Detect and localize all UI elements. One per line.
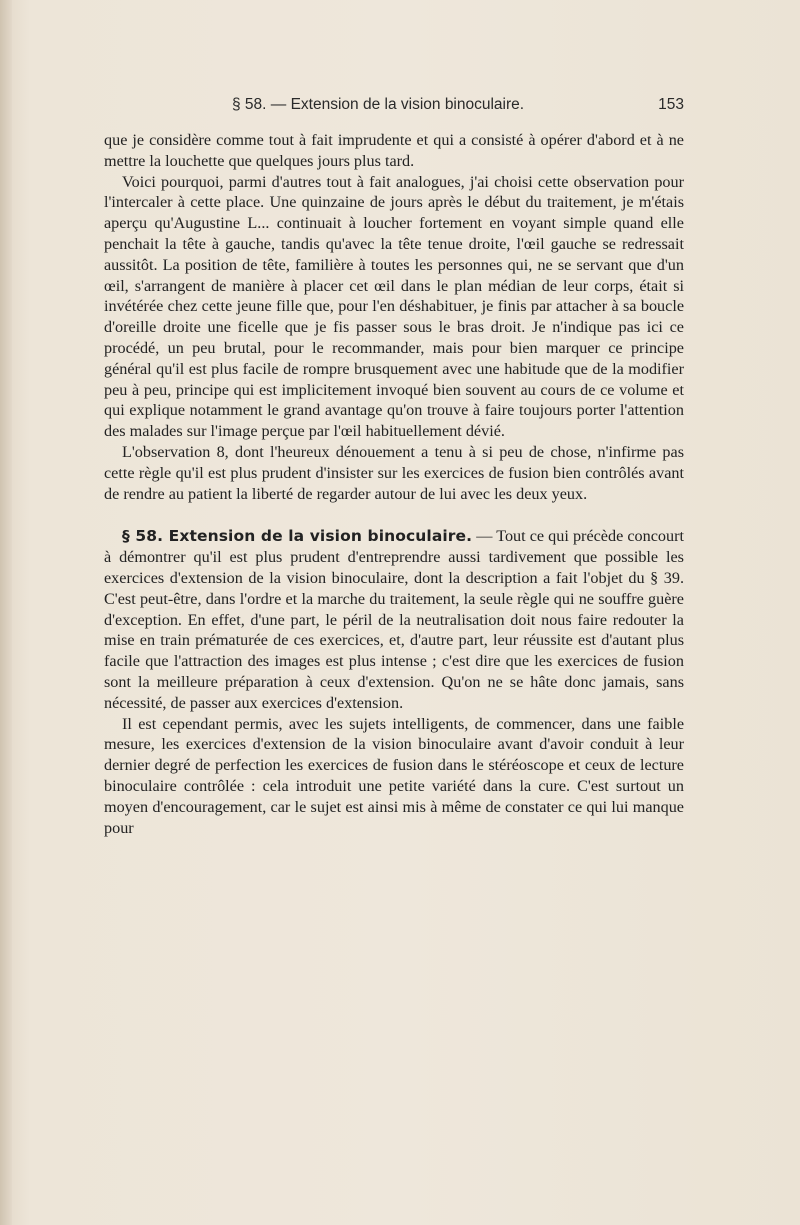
paragraph: Voici pourquoi, parmi d'autres tout à fait analogues, j'ai choisi cette observation pour l'intercaler à cette place. Une quinzaine de jours après le début du traitement, je m'étais aperçu qu'Augustine L... continuait à loucher fortement en voyant simple quand elle penchait la tête à gauche, tandis qu'avec la tête tenue droite, l'œil gauche se redressait aussitôt. La position de tête, familière à toutes les personnes qui, ne se servant que d'un œil, s'arrangent de manière à placer cet œil dans le plan médian de leur corps, était si invétérée chez cette jeune fille que, pour l'en déshabituer, je finis par attacher à sa boucle d'oreille droite une ficelle que je fis passer sous le bras droit. Je n'indique pas ici ce procédé, un peu brutal, pour le recommander, mais pour bien marquer ce principe général qu'il est plus facile de rompre brusquement avec une habitude que de la modifier peu à peu, principe qui est implicitement invoqué bien souvent au cours de ce volume et qui explique notamment le grand avantage qu'on trouve à faire toujours porter l'attention des malades sur l'image perçue par l'œil habituellement dévié. [104,172,684,441]
page-binding-shadow [0,0,12,1225]
section-paragraph [104,526,684,713]
page-header [232,96,684,118]
paragraph-continuation: que je considère comme tout à fait imprudente et qui a consisté à opérer d'abord et à ne mettre la louchette que quelques jours plus tard. [104,131,684,170]
section-heading: § 58. Extension de la vision binoculaire. [122,527,473,546]
paragraph: L'observation 8, dont l'heureux dénouement a tenu à si peu de chose, n'infirme pas cette règle qu'il est plus prudent d'insister sur les exercices de fusion bien contrôlés avant de rendre au patient la liberté de regarder autour de lui avec les deux yeux. [104,442,684,503]
page-number: 153 [658,96,684,113]
running-title: § 58. — Extension de la vision binoculaire. [232,96,525,113]
body-text [104,130,684,838]
paragraph: Il est cependant permis, avec les sujets intelligents, de commencer, dans une faible mesure, les exercices d'extension de la vision binoculaire avant d'avoir conduit à leur dernier degré de perfection les exercices de fusion dans le stéréoscope et ceux de lecture binoculaire contrôlée : cela introduit une petite variété dans la cure. C'est surtout un moyen d'encouragement, car le sujet est ainsi mis à même de constater ce qui lui manque pour [104,714,684,837]
section-paragraph-text: — Tout ce qui précède concourt à démontrer qu'il est plus prudent d'entreprendre aussi tardivement que possible les exercices d'extension de la vision binoculaire, dont la description a fait l'objet du § 39. C'est peut-être, dans l'ordre et la marche du traitement, la seule règle qui ne souffre guère d'exception. En effet, d'une part, le péril de la neutralisation doit nous faire redouter la mise en train prématurée de ces exercices, et, d'autre part, leur réussite est d'autant plus facile que l'attraction des images est plus intense ; c'est dire que les exercices de fusion sont la meilleure préparation à ceux d'extension. Qu'on ne se hâte donc jamais, sans nécessité, de passer aux exercices d'extension. [104,527,684,712]
